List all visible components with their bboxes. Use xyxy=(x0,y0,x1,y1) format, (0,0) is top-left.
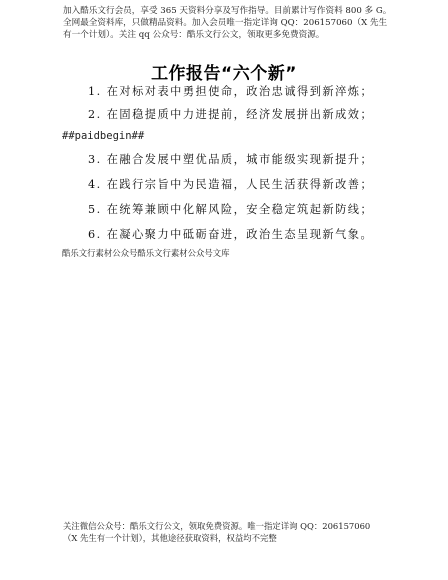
report-item: 6. 在凝心聚力中砥砺奋进，政治生态呈现新气象。 xyxy=(88,228,374,241)
report-item: 5. 在统筹兼顾中化解风险，安全稳定筑起新防线； xyxy=(88,203,374,216)
header-notice xyxy=(63,5,403,41)
footer-notice xyxy=(63,520,403,544)
paid-begin-marker: ##paidbegin## xyxy=(62,130,145,142)
report-item: 4. 在践行宗旨中为民造福，人民生活获得新改善； xyxy=(88,178,374,191)
document-title: 工作报告“六个新” xyxy=(151,64,297,84)
report-item: 2. 在固稳提质中力进提前，经济发展拼出新成效； xyxy=(88,108,374,121)
header-notice-line: 有一个计划）。关注 qq 公众号：酷乐文行公文，领取更多免费资源。 xyxy=(63,30,325,40)
footer-notice-line: （X 先生有一个计划），其他途径获取资料，权益均不完整 xyxy=(63,533,277,543)
report-item: 3. 在融合发展中塑优品质，城市能级实现新提升； xyxy=(88,153,374,166)
header-notice-line: 全网最全资料库，只做精品资料。加入会员唯一指定详询 QQ：206157060（X 先生 xyxy=(63,18,388,28)
header-notice-line: 加入酷乐文行会员，享受 365 天资料分享及写作指导。目前累计写作资料 800 多 G。 xyxy=(63,6,392,16)
footer-notice-line: 关注微信公众号：酷乐文行公文，领取免费资源。唯一指定详询 QQ：206157060 xyxy=(63,521,371,531)
report-item: 1. 在对标对表中勇担使命，政治忠诚得到新淬炼； xyxy=(88,85,374,98)
source-note: 酷乐文行素材公众号酷乐文行素材公众号文库 xyxy=(62,248,230,258)
